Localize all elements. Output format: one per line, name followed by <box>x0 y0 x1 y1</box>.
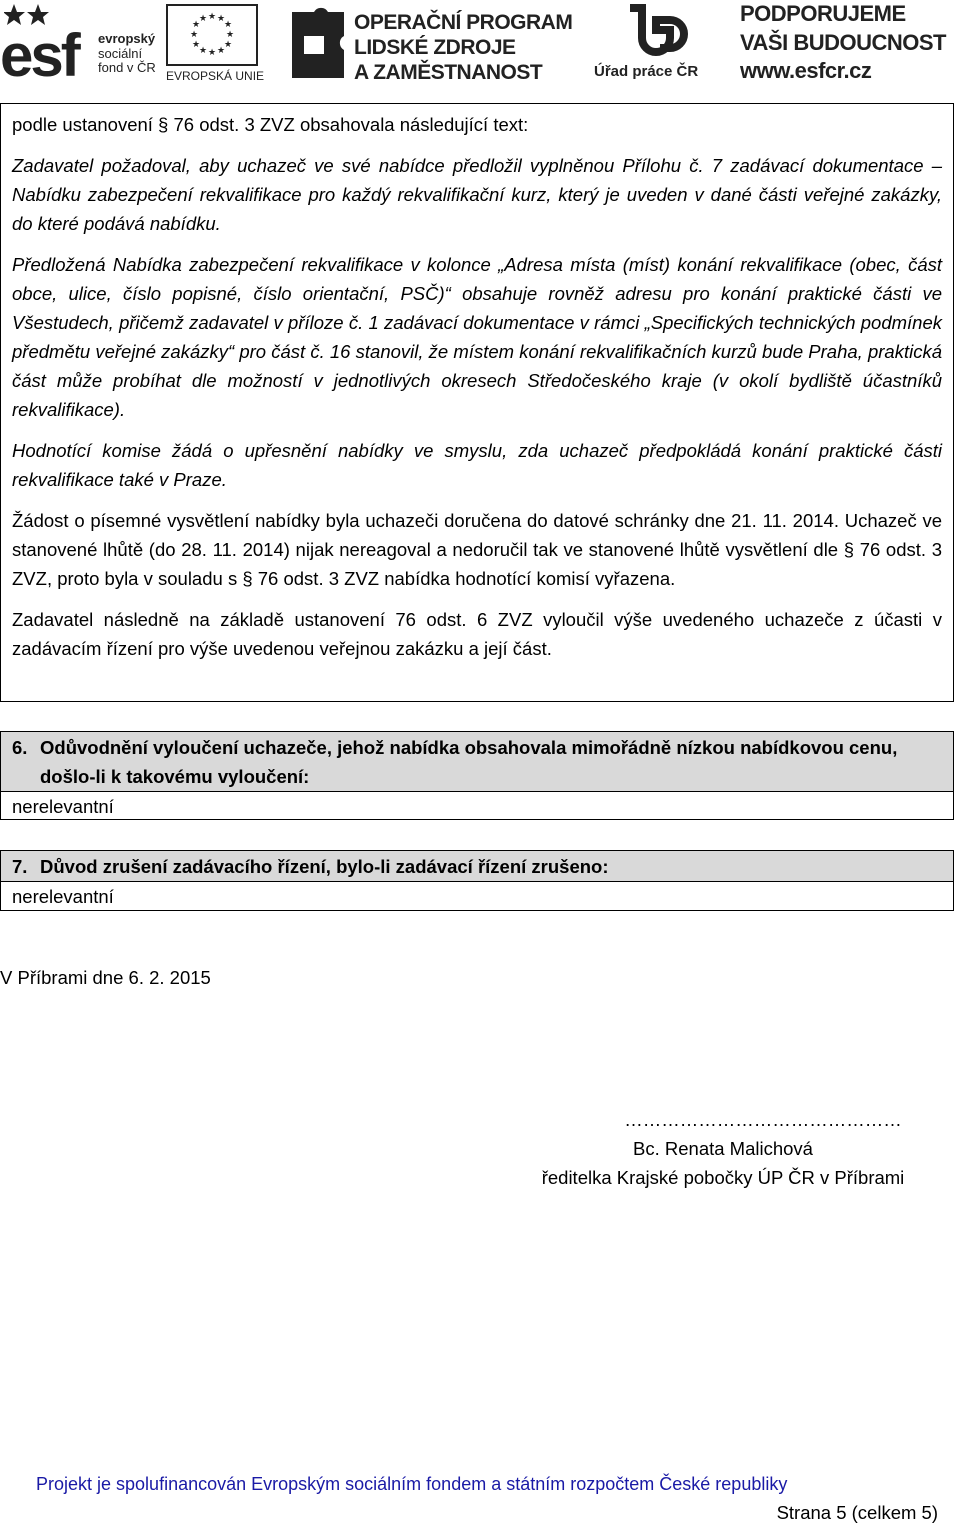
up-emblem-icon <box>626 4 696 62</box>
op-line-2: LIDSKÉ ZDROJE <box>354 36 516 60</box>
paragraph-4: Zadavatel následně na základě ustanovení 76 odst. 6 ZVZ vyloučil výše uvedeného uchazeče z účasti v zadávacím řízení pro výše uvedenou veřejnou zakázku a její část. <box>12 609 942 659</box>
eu-flag-icon <box>166 4 258 66</box>
section-6 <box>0 731 954 820</box>
esf-wordmark: esf <box>0 22 78 89</box>
svg-text:★: ★ <box>191 40 201 50</box>
slogan-logo <box>740 0 960 86</box>
section-7-value: nerelevantní <box>12 886 114 907</box>
svg-text:★: ★ <box>198 46 208 56</box>
slogan-line-2: VAŠI BUDOUCNOST <box>740 29 946 55</box>
exclusion-reason-box <box>0 103 954 702</box>
signatory-name: Bc. Renata Malichová <box>633 1138 813 1159</box>
urad-prace-logo <box>590 4 720 84</box>
op-title <box>354 10 572 86</box>
section-6-number: 6. <box>12 737 28 758</box>
svg-text:★: ★ <box>191 20 201 30</box>
esf-line-2: sociální <box>98 45 143 61</box>
section-7 <box>0 850 954 911</box>
slogan-url: www.esfcr.cz <box>740 58 872 84</box>
esf-line-1: evropský <box>98 31 156 46</box>
eu-label: EVROPSKÁ UNIE <box>166 69 265 83</box>
section-7-number: 7. <box>12 856 28 877</box>
slogan-line-1: PODPORUJEME <box>740 1 906 26</box>
signature-block <box>500 1105 946 1192</box>
footer-cofinancing-note: Projekt je spolufinancován Evropským sociálním fondem a státním rozpočtem České republiky <box>36 1474 788 1494</box>
svg-text:★: ★ <box>207 48 217 58</box>
section-7-title: Důvod zrušení zadávacího řízení, bylo-li zadávací řízení zrušeno: <box>40 856 609 877</box>
svg-text:★: ★ <box>189 30 199 40</box>
section-6-header <box>1 732 953 792</box>
esf-subtitle <box>98 32 156 76</box>
section-6-value: nerelevantní <box>12 796 114 817</box>
signature-line: ……………………………………… <box>624 1109 902 1130</box>
section-7-header <box>1 851 953 882</box>
quoted-requirement: Zadavatel požadoval, aby uchazeč ve své nabídce předložil vyplněnou Přílohu č. 7 zadávací dokumentace – Nabídku zabezpečení rekvalifikace pro každý rekvalifikační kurz, který je uveden v dané části veřejné zakázky, do které podává nabídku. <box>12 155 942 234</box>
svg-text:★: ★ <box>216 14 226 24</box>
section-6-title: Odůvodnění vyloučení uchazeče, jehož nabídka obsahovala mimořádně nízkou nabídkovou cenu, došlo-li k takovému vyloučení: <box>40 737 898 787</box>
signatory-role: ředitelka Krajské pobočky ÚP ČR v Příbrami <box>541 1167 905 1188</box>
eu-logo <box>166 4 265 84</box>
page-number: Strana 5 (celkem 5) <box>776 1502 938 1523</box>
paragraph-1: Předložená Nabídka zabezpečení rekvalifikace v kolonce „Adresa místa (míst) konání rekvalifikace (obec, část obce, ulice, číslo popisné, číslo orientační, PSČ)“ obsahuje rovněž adresu pro konání praktické části ve Všestudech, přičemž zadavatel v příloze č. 1 zadávací dokumentace v rámci „Specifických technických podmínek předmětu veřejné zakázky“ pro část č. 16 stanovil, že místem konání rekvalifikačních kurzů bude Praha, praktická část může probíhat dle možností v jednotlivých okresech Středočeského kraje (v okolí bydliště účastníků rekvalifikace). <box>12 254 942 420</box>
svg-text:★: ★ <box>207 12 217 22</box>
op-line-3: A ZAMĚSTNANOST <box>354 61 543 85</box>
intro-text: podle ustanovení § 76 odst. 3 ZVZ obsahovala následující text: <box>12 114 529 135</box>
svg-text:★: ★ <box>225 30 235 40</box>
esf-line-3: fond v ČR <box>98 60 156 76</box>
puzzle-icon <box>288 6 348 84</box>
svg-text:★: ★ <box>223 40 233 50</box>
op-line-1: OPERAČNÍ PROGRAM <box>354 11 573 34</box>
paragraph-3: Žádost o písemné vysvětlení nabídky byla uchazeči doručena do datové schránky dne 21. 11. 2014. Uchazeč ve stanovené lhůtě (do 28. 11. 2014) nijak nereagoval a nedoručil tak ve stanovené lhůtě vysvětlení dle § 76 odst. 3 ZVZ, proto byla v souladu s § 76 odst. 3 ZVZ nabídka hodnotící komisí vyřazena. <box>12 510 942 589</box>
place-and-date: V Příbrami dne 6. 2. 2015 <box>0 967 211 988</box>
svg-text:★: ★ <box>198 14 208 24</box>
svg-text:★: ★ <box>216 46 226 56</box>
svg-text:★: ★ <box>223 20 233 30</box>
header-logos <box>0 0 960 88</box>
esf-logo <box>0 2 160 89</box>
paragraph-2: Hodnotící komise žádá o upřesnění nabídky ve smyslu, zda uchazeč předpokládá konání praktické části rekvalifikace také v Praze. <box>12 440 942 490</box>
up-label: Úřad práce ČR <box>594 63 699 80</box>
op-lzz-logo <box>288 4 573 85</box>
